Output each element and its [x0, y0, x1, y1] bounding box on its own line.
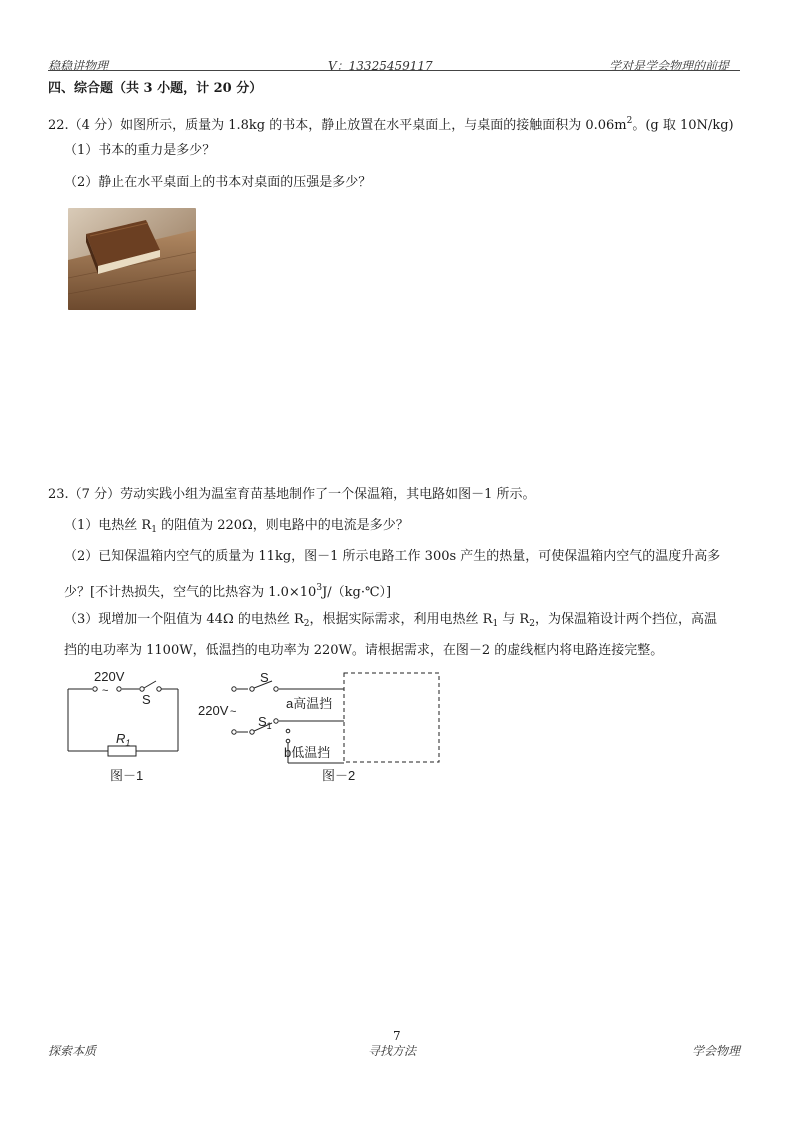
fig2-bottom-terminal	[232, 730, 236, 734]
terminal-right	[117, 687, 121, 691]
fig2-switch-s1-label: $S_1$	[258, 714, 272, 731]
q23-part1: （1）电热丝 $R_1$ 的阻值为 220Ω，则电路中的电流是多少？	[64, 518, 409, 535]
fig1-voltage: 220V	[94, 669, 125, 684]
fig2-switch-s-label: S	[260, 670, 269, 685]
q22-stem: 22.（4 分）如图所示，质量为 1.8kg 的书本，静止放置在水平桌面上，与桌面的接触面积为 $0.06m^2$。(g 取 10N/kg)	[48, 116, 734, 133]
page-number: 7	[393, 1029, 401, 1043]
fig2-top-terminal	[232, 687, 236, 691]
header-center: V：13325459117	[328, 59, 433, 73]
fig1-caption: 图－1	[110, 768, 144, 783]
q22-part2: （2）静止在水平桌面上的书本对桌面的压强是多少？	[64, 175, 372, 190]
fig2-voltage: 220V	[198, 703, 229, 718]
fig1-resistor-label: $R_1$	[116, 731, 131, 748]
q22-part1: （1）书本的重力是多少？	[64, 143, 216, 158]
switch-s-pivot	[140, 687, 144, 691]
q23-part2-line2: 少？[不计热损失，空气的比热容为 $1.0\times 10^3J/(kg\cdot℃)$]	[64, 583, 392, 600]
switch-s-contact	[157, 687, 161, 691]
header-left: 稳稳讲物理	[48, 59, 109, 73]
footer-left: 探索本质	[48, 1044, 97, 1058]
section-title: 四、综合题（共 3 小题，计 20 分）	[48, 81, 263, 96]
switch-s1-pivot	[250, 730, 254, 734]
q23-part3-line1: （3）现增加一个阻值为 44Ω 的电热丝 $R_2$，根据实际需求，利用电热丝 $R_1$ 与 $R_2$，为保温箱设计两个挡位，高温	[64, 612, 717, 629]
figure-2-circuit	[196, 668, 446, 790]
book-photo	[68, 208, 196, 310]
q23-part3-line2: 挡的电功率为 1100W，低温挡的电功率为 220W。请根据需求，在图－2 的虚线框内将电路连接完整。	[64, 643, 664, 658]
fig2-ac-symbol: ~	[230, 706, 237, 718]
contact-a	[274, 719, 278, 723]
fig2-low-gear-label: b低温挡	[284, 745, 331, 760]
switch-s-right	[274, 687, 278, 691]
footer-right: 学会物理	[692, 1044, 741, 1058]
switch-s-left	[250, 687, 254, 691]
figure-1-circuit	[60, 668, 190, 790]
fig1-ac-symbol: ~	[102, 685, 109, 697]
contact-b	[286, 739, 290, 743]
fig1-switch-label: S	[142, 692, 151, 707]
header-right: 学对是学会物理的前提	[609, 59, 730, 73]
fig2-caption: 图－2	[322, 768, 356, 783]
terminal-left	[93, 687, 97, 691]
q23-stem: 23.（7 分）劳动实践小组为温室育苗基地制作了一个保温箱，其电路如图－1 所示。	[48, 487, 536, 502]
footer-center: 寻找方法	[368, 1044, 417, 1058]
q23-part2-line1: （2）已知保温箱内空气的质量为 11kg，图－1 所示电路工作 300s 产生的热量，可使保温箱内空气的温度升高多	[64, 549, 721, 564]
contact-middle	[286, 729, 290, 733]
design-dashed-box	[344, 673, 439, 762]
resistor-r1	[108, 746, 136, 756]
fig2-high-gear-label: a高温挡	[286, 696, 333, 711]
switch-s-blade	[144, 681, 156, 688]
header-rule	[48, 70, 740, 71]
